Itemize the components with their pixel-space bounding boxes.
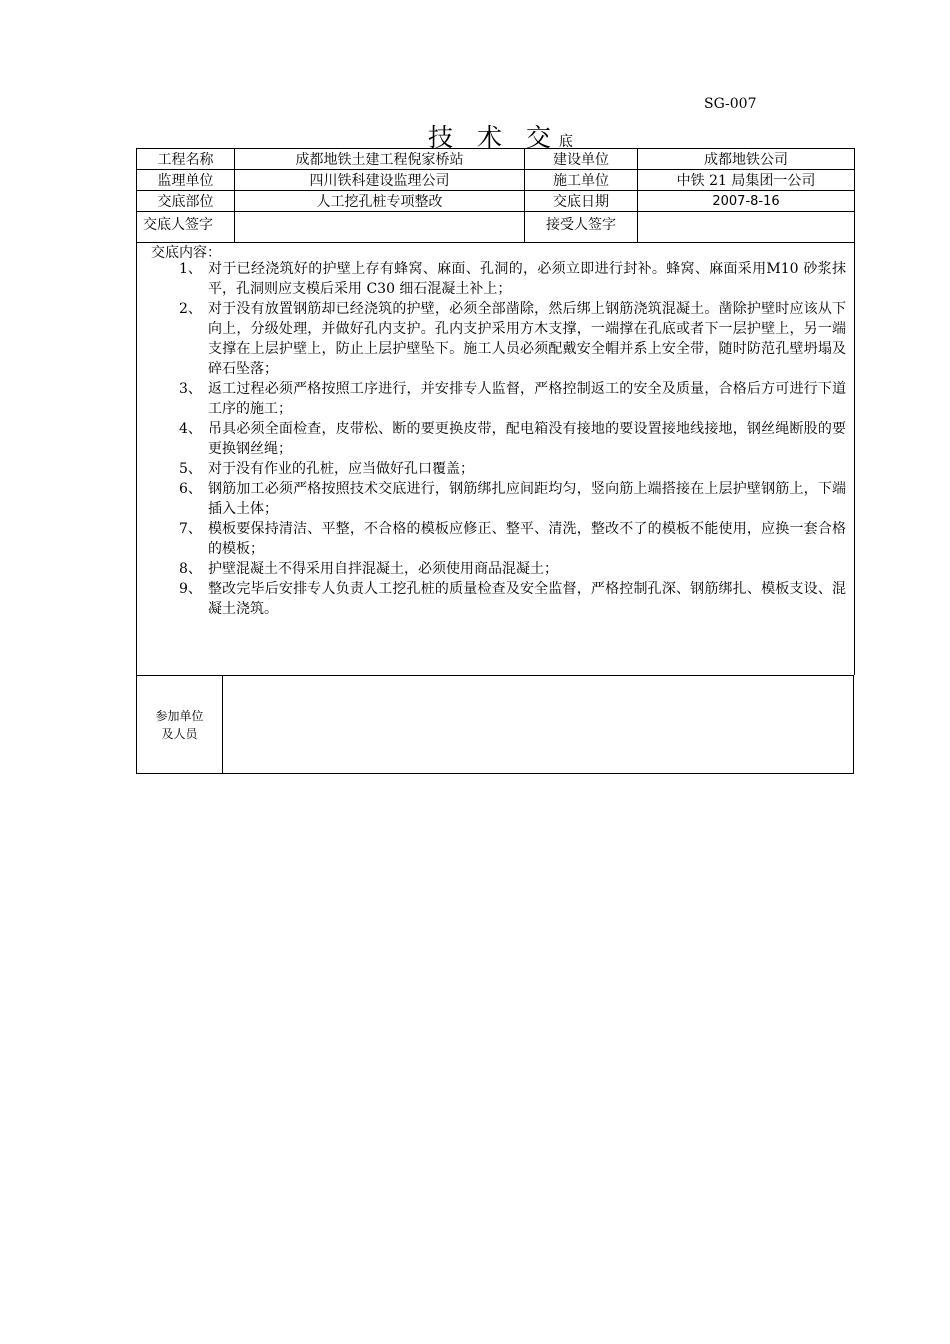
- document-title-large: 技 术 交: [428, 123, 559, 152]
- list-item: [137, 579, 854, 619]
- list-item-number: 6、: [179, 481, 202, 497]
- project-name-value: 成都地铁土建工程倪家桥站: [235, 149, 525, 170]
- list-item-number: 9、: [179, 581, 202, 597]
- list-item-number: 2、: [179, 301, 202, 317]
- list-item: [137, 459, 854, 479]
- content-list: [137, 259, 854, 619]
- list-item-text: 返工过程必须严格按照工序进行，并安排专人监督，严格控制返工的安全及质量，合格后方可进行下道工序的施工；: [208, 381, 846, 417]
- list-item-text: 模板要保持清洁、平整，不合格的模板应修正、整平、清洗，整改不了的模板不能使用，应换一套合格的模板；: [208, 521, 846, 557]
- date-value: 2007-8-16: [638, 191, 855, 212]
- info-table: [136, 148, 855, 243]
- owner-value: 成都地铁公司: [638, 149, 855, 170]
- participants-label-line1: 参加单位: [155, 708, 204, 723]
- list-item-text: 吊具必须全面检查，皮带松、断的要更换皮带，配电箱没有接地的要设置接地线接地，钢丝绳断股的要更换钢丝绳；: [208, 421, 846, 457]
- participants-table: [136, 675, 854, 774]
- part-value: 人工挖孔桩专项整改: [235, 191, 525, 212]
- list-item: [137, 519, 854, 559]
- info-row-units: [137, 170, 855, 191]
- date-label: 交底日期: [525, 191, 638, 212]
- participants-label-line2: 及人员: [161, 726, 198, 741]
- list-item-text: 护壁混凝土不得采用自拌混凝土，必须使用商品混凝土；: [208, 561, 558, 577]
- list-item-number: 7、: [179, 521, 202, 537]
- project-name-label: 工程名称: [137, 149, 235, 170]
- list-item-number: 8、: [179, 561, 202, 577]
- content-section: [136, 239, 855, 675]
- receiver-sign-label: 接受人签字: [525, 212, 638, 243]
- info-row-signatures: [137, 212, 855, 243]
- list-item: [137, 299, 854, 379]
- receiver-sign-field[interactable]: [638, 212, 855, 243]
- list-item-text: 对于已经浇筑好的护壁上存有蜂窝、麻面、孔洞的，必须立即进行封补。蜂窝、麻面采用M10 砂浆抹平，孔洞则应支模后采用 C30 细石混凝土补上；: [208, 261, 846, 297]
- list-item: [137, 259, 854, 299]
- participants-field[interactable]: [223, 676, 854, 774]
- contractor-label: 施工单位: [525, 170, 638, 191]
- supervisor-value: 四川铁科建设监理公司: [235, 170, 525, 191]
- document-title-small: 底: [558, 134, 573, 150]
- participants-label: [137, 676, 223, 774]
- list-item-number: 1、: [179, 261, 202, 277]
- part-label: 交底部位: [137, 191, 235, 212]
- list-item-text: 对于没有放置钢筋却已经浇筑的护壁，必须全部凿除，然后绑上钢筋浇筑混凝土。凿除护壁时应该从下向上，分级处理，并做好孔内支护。孔内支护采用方木支撑，一端撑在孔底或者下一层护壁上，另一端支撑在上层护壁上，防止上层护壁坠下。施工人员必须配戴安全帽并系上安全带，随时防范孔壁坍塌及碎石坠落；: [208, 301, 846, 377]
- owner-label: 建设单位: [525, 149, 638, 170]
- list-item-number: 5、: [179, 461, 202, 477]
- list-item-text: 对于没有作业的孔桩，应当做好孔口覆盖；: [208, 461, 474, 477]
- list-item: [137, 559, 854, 579]
- info-row-part: [137, 191, 855, 212]
- giver-sign-label: 交底人签字: [137, 212, 235, 243]
- list-item: [137, 479, 854, 519]
- supervisor-label: 监理单位: [137, 170, 235, 191]
- list-item-number: 3、: [179, 381, 202, 397]
- list-item-text: 钢筋加工必须严格按照技术交底进行，钢筋绑扎应间距均匀，竖向筋上端搭接在上层护壁钢筋上，下端插入土体；: [208, 481, 846, 517]
- list-item-text: 整改完毕后安排专人负责人工挖孔桩的质量检查及安全监督，严格控制孔深、钢筋绑扎、模板支设、混凝土浇筑。: [208, 581, 846, 617]
- content-heading: 交底内容：: [151, 245, 221, 261]
- list-item: [137, 379, 854, 419]
- contractor-value: 中铁 21 局集团一公司: [638, 170, 855, 191]
- list-item: [137, 419, 854, 459]
- document-code: SG-007: [704, 96, 757, 112]
- list-item-number: 4、: [179, 421, 202, 437]
- info-row-project: [137, 149, 855, 170]
- giver-sign-field[interactable]: [235, 212, 525, 243]
